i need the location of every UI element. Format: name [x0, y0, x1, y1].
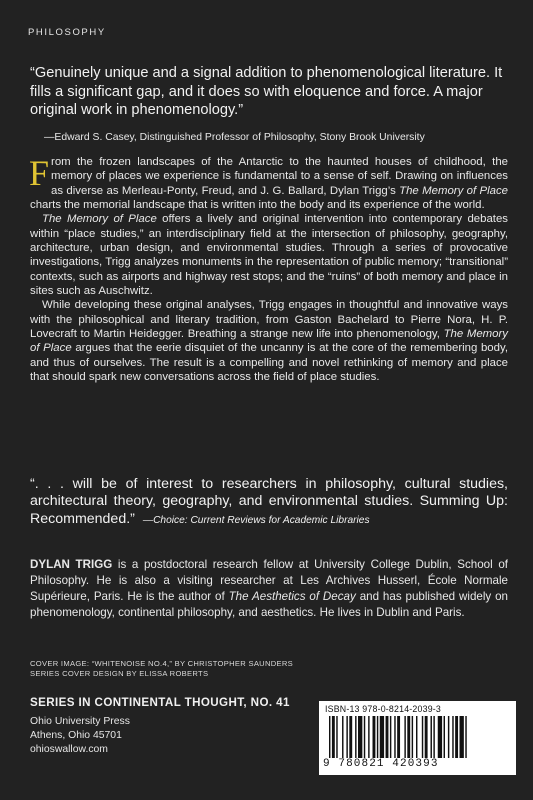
barcode-bar	[368, 716, 369, 758]
book-title: The Memory of Place	[399, 184, 508, 197]
barcode-bar	[397, 716, 400, 758]
isbn-barcode-panel	[319, 701, 516, 775]
cover-image-credit: COVER IMAGE: “WHITENOISE NO.4,” BY CHRISTOPHER SAUNDERS	[30, 659, 294, 668]
barcode-bar	[465, 716, 466, 758]
barcode-bar	[416, 716, 417, 758]
barcode-bar	[386, 716, 389, 758]
barcode-bar	[425, 716, 428, 758]
barcode-bar	[380, 716, 384, 758]
cover-design-credit: SERIES COVER DESIGN BY ELISSA ROBERTS	[30, 669, 209, 679]
barcode-bar	[444, 716, 445, 758]
barcode-bar	[364, 716, 365, 758]
barcode-bar	[377, 716, 378, 758]
barcode-bar	[460, 716, 464, 758]
barcode-bar	[355, 716, 356, 758]
author-previous-book: The Aesthetics of Decay	[228, 590, 356, 603]
barcode-bar	[336, 716, 337, 758]
isbn-label: ISBN-13 978-0-8214-2039-3	[325, 704, 442, 714]
barcode-bar	[373, 716, 376, 758]
author-bio	[30, 557, 508, 621]
book-description	[30, 155, 508, 385]
book-title: The Memory of Place	[30, 328, 508, 355]
publisher-address: Athens, Ohio 45701	[30, 730, 122, 741]
description-text: charts the memorial landscape that is written into the body and its experience of the world.	[30, 199, 485, 212]
barcode-bar	[431, 716, 432, 758]
review-quote-choice	[30, 476, 508, 529]
barcode-bar	[349, 716, 352, 758]
publisher-info	[30, 715, 130, 757]
cover-credits	[30, 659, 293, 680]
author-bio-text: and has published widely on phenomenology, continental philosophy, and aesthetics. He lives in Dublin and Paris.	[30, 590, 508, 619]
description-paragraph-1	[30, 155, 508, 212]
barcode-icon	[325, 716, 510, 758]
barcode-bar	[448, 716, 449, 758]
publisher-name: Ohio University Press	[30, 716, 130, 727]
book-title: The Memory of Place	[42, 213, 157, 226]
barcode-bar	[346, 716, 347, 758]
author-bio-text: is a postdoctoral research fellow at University College Dublin, School of Philosophy. He is also a visiting researcher at Les Archives Husserl, École Normale Supérieure, Paris. He is the author of	[30, 558, 508, 603]
series-title: SERIES IN CONTINENTAL THOUGHT, NO. 41	[30, 696, 290, 709]
barcode-bar	[329, 716, 330, 758]
barcode-bar	[422, 716, 423, 758]
review-attribution-choice: —Choice: Current Reviews for Academic Libraries	[142, 514, 370, 526]
barcode-bar	[433, 716, 434, 758]
barcode-digits: 9 780821 420393	[323, 758, 439, 770]
barcode-bar	[342, 716, 343, 758]
description-text: offers a lively and original intervention into contemporary debates within “place studies,” an interdisciplinary field at the intersection of philosophy, geography, architecture, urban design, and environmental studies. Through a series of provocative investigations, Trigg analyzes monuments in the representation of public memory; “transitional” contexts, such as airports and highway rest stops; and the “ruins” of both memory and place in sites such as Auschwitz.	[30, 213, 508, 298]
drop-cap: F	[29, 153, 50, 193]
publisher-website: ohioswallow.com	[30, 744, 108, 755]
barcode-bar	[358, 716, 362, 758]
barcode-bar	[332, 716, 335, 758]
category-label: PHILOSOPHY	[28, 27, 106, 38]
author-name: DYLAN TRIGG	[30, 558, 113, 571]
barcode-bar	[407, 716, 410, 758]
description-paragraph-2	[30, 212, 508, 298]
barcode-bar	[412, 716, 413, 758]
review-quote-choice-text: “. . . will be of interest to researchers in philosophy, cultural studies, architectural theory, geography, and environmental studies. Summing Up: Recommended.”	[30, 476, 508, 527]
barcode-bar	[390, 716, 391, 758]
description-text: rom the frozen landscapes of the Antarctic to the haunted houses of childhood, the memory of places we experience is fundamental to a sense of self. Drawing on influences as diverse as Merleau-Ponty, Freud, and J. G. Ballard, Dylan Trigg’s	[51, 156, 508, 197]
description-text: While developing these original analyses, Trigg engages in thoughtful and innovative ways with the philosophical and literary tradition, from Gaston Bachelard to Pierre Nora, H. P. Lovecraft to Martin Heidegger. Breathing a strange new life into phenomenology,	[30, 299, 508, 341]
review-attribution-casey: —Edward S. Casey, Distinguished Professor of Philosophy, Stony Brook University	[44, 132, 425, 143]
barcode-bar	[394, 716, 395, 758]
barcode-bar	[404, 716, 405, 758]
description-paragraph-3	[30, 298, 508, 384]
barcode-bar	[455, 716, 458, 758]
barcode-bar	[452, 716, 453, 758]
description-text: argues that the eerie disquiet of the uncanny is at the core of the remembering body, and thus of ourselves. The result is a compelling and novel rethinking of memory and place that should spark new conversations across the field of place studies.	[30, 342, 508, 384]
review-quote-casey: “Genuinely unique and a signal addition to phenomenological literature. It fills a significant gap, and it does so with eloquence and force. A major original work in phenomenology.”	[30, 65, 503, 118]
barcode-bar	[438, 716, 442, 758]
